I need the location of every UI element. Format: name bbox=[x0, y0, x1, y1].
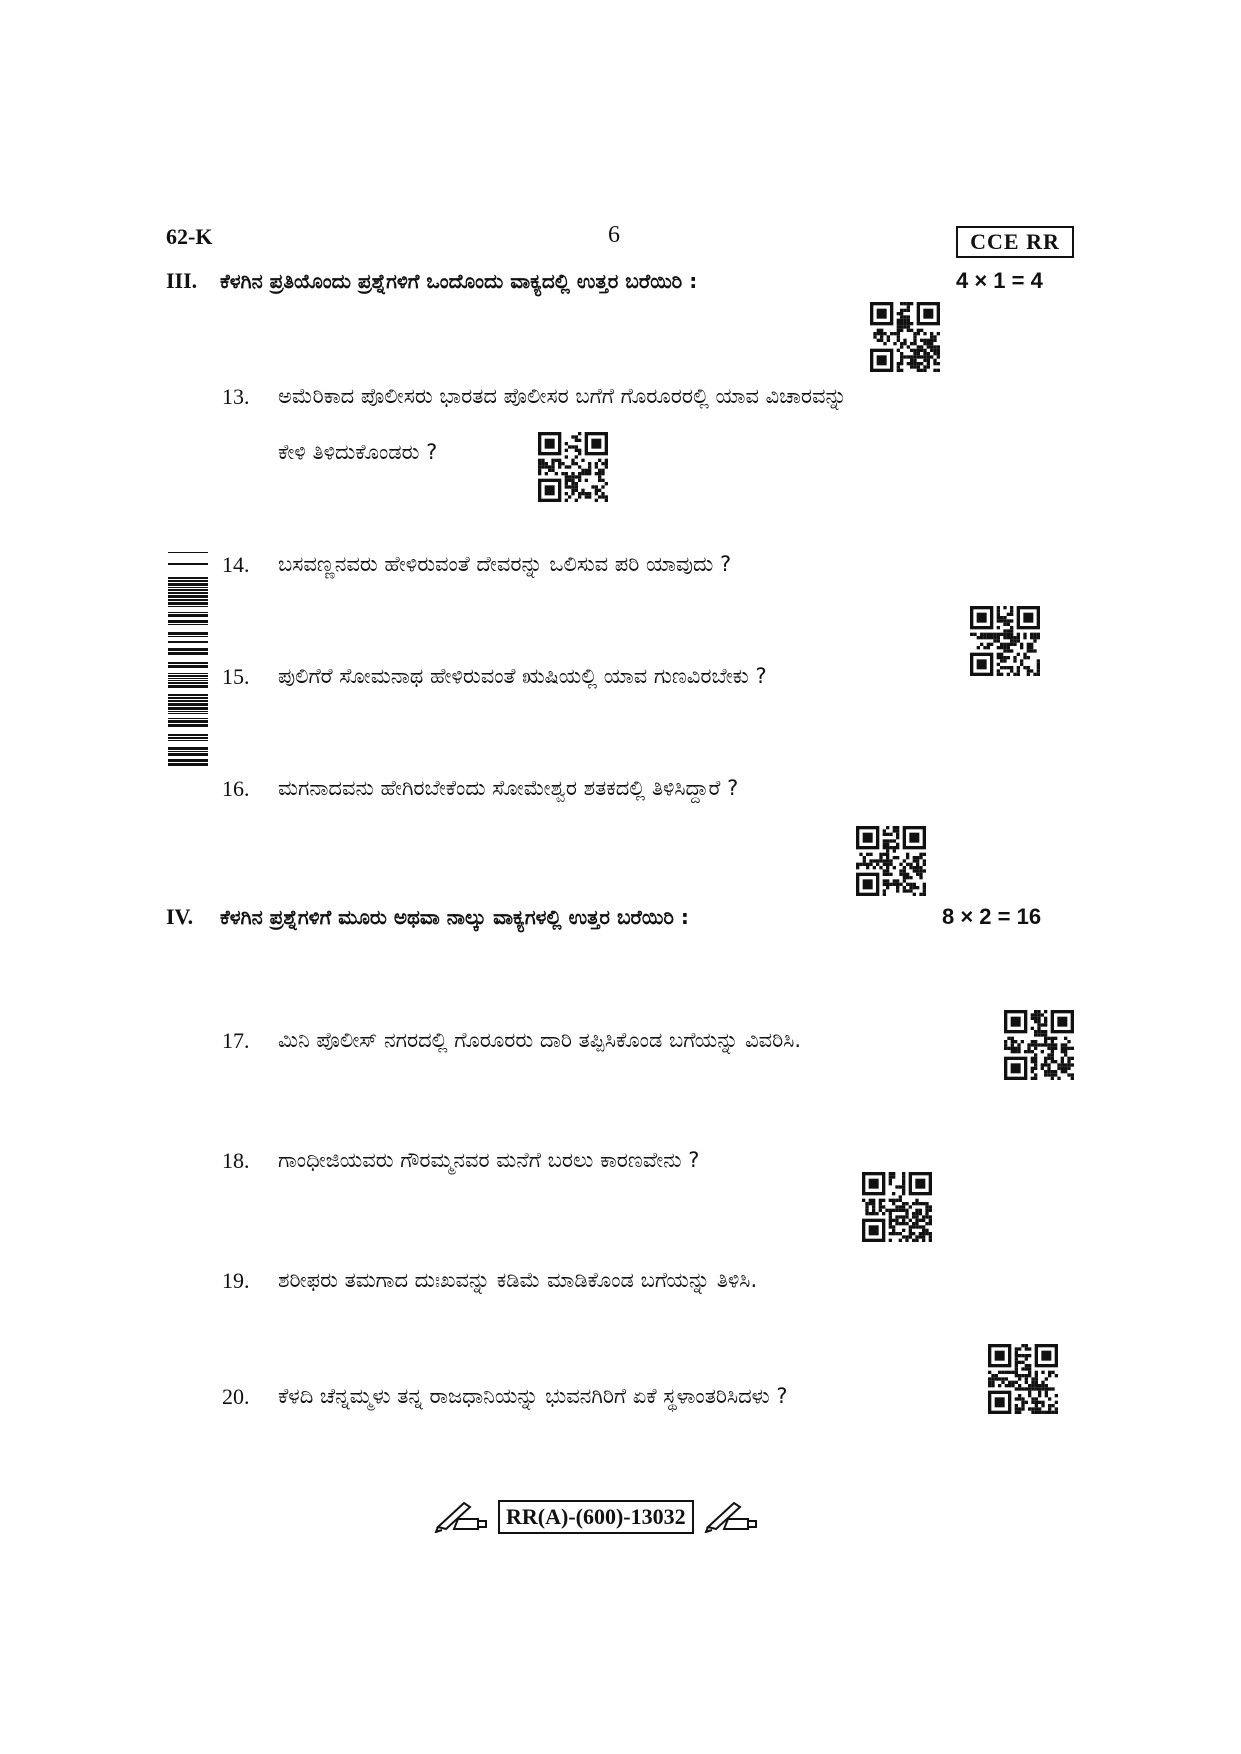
qr-code-icon bbox=[870, 302, 940, 372]
question-number: 14. bbox=[222, 552, 250, 577]
section-4-instruction: ಕೆಳಗಿನ ಪ್ರಶ್ನೆಗಳಿಗೆ ಮೂರು ಅಥವಾ ನಾಲ್ಕು ವಾಕ್ಯಗಳಲ್ಲಿ ಉತ್ತರ ಬರೆಯಿರಿ : bbox=[220, 905, 689, 929]
question-number: 17. bbox=[222, 1028, 250, 1053]
question-14-text: ಬಸವಣ್ಣನವರು ಹೇಳಿರುವಂತೆ ದೇವರನ್ನು ಒಲಿಸುವ ಪರಿ ಯಾವುದು ? bbox=[278, 552, 732, 576]
question-16-text: ಮಗನಾದವನು ಹೇಗಿರಬೇಕೆಂದು ಸೋಮೇಶ್ವರ ಶತಕದಲ್ಲಿ ತಿಳಿಸಿದ್ದಾರೆ ? bbox=[278, 776, 739, 800]
question-number: 15. bbox=[222, 664, 250, 689]
question-number: 19. bbox=[222, 1268, 250, 1293]
series-box: CCE RR bbox=[956, 226, 1074, 258]
question-number: 20. bbox=[222, 1384, 250, 1409]
question-20-text: ಕೆಳದಿ ಚೆನ್ನಮ್ಮಳು ತನ್ನ ರಾಜಧಾನಿಯನ್ನು ಭುವನಗಿರಿಗೆ ಏಕೆ ಸ್ಥಳಾಂತರಿಸಿದಳು ? bbox=[278, 1384, 788, 1408]
qr-code-icon bbox=[856, 826, 926, 896]
qr-code-icon bbox=[538, 432, 608, 502]
qr-code-icon bbox=[862, 1172, 932, 1242]
section-4-marks: 8 × 2 = 16 bbox=[942, 904, 1042, 929]
barcode-icon bbox=[168, 552, 208, 766]
pen-hand-icon bbox=[434, 1497, 488, 1537]
footer-code: RR(A)-(600)-13032 bbox=[498, 1500, 694, 1534]
question-13-line2: ಕೇಳಿ ತಿಳಿದುಕೊಂಡರು ? bbox=[278, 440, 438, 464]
section-3-marks: 4 × 1 = 4 bbox=[956, 268, 1043, 293]
qr-code-icon bbox=[988, 1344, 1058, 1414]
pen-hand-icon bbox=[704, 1497, 758, 1537]
question-15-text: ಪುಲಿಗೆರೆ ಸೋಮನಾಥ ಹೇಳಿರುವಂತೆ ಋಷಿಯಲ್ಲಿ ಯಾವ ಗುಣವಿರಬೇಕು ? bbox=[278, 664, 767, 688]
question-number: 16. bbox=[222, 776, 250, 801]
footer bbox=[434, 1497, 758, 1537]
section-3-instruction: ಕೆಳಗಿನ ಪ್ರತಿಯೊಂದು ಪ್ರಶ್ನೆಗಳಿಗೆ ಒಂದೊಂದು ವಾಕ್ಯದಲ್ಲಿ ಉತ್ತರ ಬರೆಯಿರಿ : bbox=[220, 269, 698, 293]
question-13-line1: ಅಮೆರಿಕಾದ ಪೊಲೀಸರು ಭಾರತದ ಪೊಲೀಸರ ಬಗೆಗೆ ಗೊರೂರರಲ್ಲಿ ಯಾವ ವಿಚಾರವನ್ನು bbox=[278, 384, 847, 408]
question-number: 13. bbox=[222, 384, 250, 409]
page-number: 6 bbox=[608, 222, 620, 248]
qr-code-icon bbox=[1004, 1010, 1074, 1080]
question-number: 18. bbox=[222, 1148, 250, 1173]
section-4-number: IV. bbox=[166, 904, 194, 929]
section-3-number: III. bbox=[166, 268, 198, 293]
qr-code-icon bbox=[970, 606, 1040, 676]
question-19-text: ಶರೀಫರು ತಮಗಾದ ದುಃಖವನ್ನು ಕಡಿಮೆ ಮಾಡಿಕೊಂಡ ಬಗೆಯನ್ನು ತಿಳಿಸಿ. bbox=[278, 1268, 758, 1292]
question-17-text: ಮಿನಿ ಪೊಲೀಸ್ ನಗರದಲ್ಲಿ ಗೊರೂರರು ದಾರಿ ತಪ್ಪಿಸಿಕೊಂಡ ಬಗೆಯನ್ನು ವಿವರಿಸಿ. bbox=[278, 1028, 802, 1052]
question-18-text: ಗಾಂಧೀಜಿಯವರು ಗೌರಮ್ಮನವರ ಮನೆಗೆ ಬರಲು ಕಾರಣವೇನು ? bbox=[278, 1148, 700, 1172]
paper-code: 62-K bbox=[166, 224, 213, 249]
